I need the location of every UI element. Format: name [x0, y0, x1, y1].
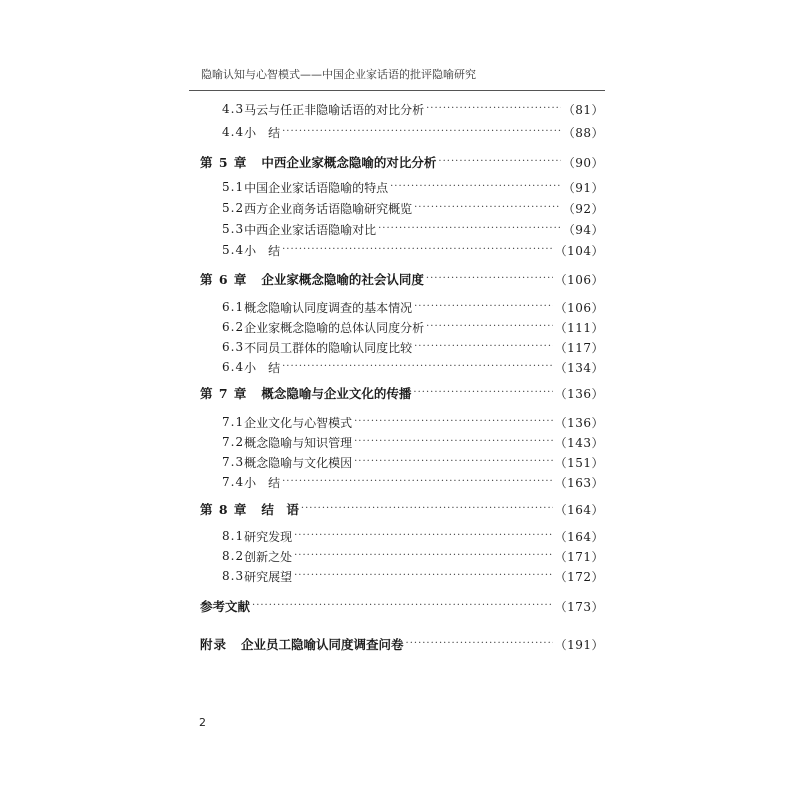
entry-title: 小 结	[244, 125, 281, 140]
header-rule	[189, 90, 605, 91]
toc-section-entry	[200, 318, 604, 336]
entry-title: 创新之处	[244, 549, 293, 564]
entry-title: 概念隐喻与知识管理	[244, 435, 353, 450]
entry-title: 参考文献	[200, 599, 251, 614]
entry-page-number: （191）	[554, 637, 604, 652]
entry-number: 第 7 章	[200, 386, 248, 401]
entry-page-number: （136）	[554, 386, 604, 401]
dot-leader	[426, 272, 553, 286]
dot-leader	[252, 599, 553, 613]
dot-leader	[294, 529, 552, 543]
running-header: 隐喻认知与心智模式——中国企业家话语的批评隐喻研究	[201, 68, 476, 81]
entry-page-number: （164）	[554, 502, 604, 517]
entry-title: 西方企业商务话语隐喻研究概览	[244, 201, 413, 216]
entry-title: 企业文化与心智模式	[244, 415, 353, 430]
page-number: 2	[199, 716, 206, 729]
toc-section-entry	[200, 527, 604, 545]
entry-number: 第 5 章	[200, 155, 248, 170]
entry-page-number: （172）	[554, 569, 604, 584]
dot-leader	[426, 320, 552, 334]
entry-number: 5.4	[222, 243, 245, 257]
toc-chapter-entry	[200, 153, 604, 171]
entry-number: 4.4	[222, 125, 245, 139]
entry-page-number: （81）	[562, 102, 604, 117]
dot-leader	[414, 300, 552, 314]
dot-leader	[426, 102, 561, 116]
entry-title: 研究发现	[244, 529, 293, 544]
entry-page-number: （117）	[554, 340, 604, 355]
entry-page-number: （88）	[562, 125, 604, 140]
toc-chapter-entry	[200, 597, 604, 615]
entry-title: 中西企业家话语隐喻对比	[244, 222, 377, 237]
toc-section-entry	[200, 547, 604, 565]
toc-section-entry	[200, 433, 604, 451]
entry-number: 6.3	[222, 340, 245, 354]
toc-section-entry	[200, 241, 604, 259]
entry-number: 8.3	[222, 569, 245, 583]
toc-section-entry	[200, 358, 604, 376]
entry-number: 7.3	[222, 455, 245, 469]
entry-page-number: （106）	[554, 272, 604, 287]
entry-number: 5.1	[222, 180, 245, 194]
toc-section-entry	[200, 100, 604, 118]
entry-number: 7.4	[222, 475, 245, 489]
entry-title: 中国企业家话语隐喻的特点	[244, 180, 389, 195]
toc-section-entry	[200, 220, 604, 238]
entry-title: 企业员工隐喻认同度调查问卷	[241, 637, 404, 652]
entry-number: 第 8 章	[200, 502, 248, 517]
entry-page-number: （164）	[554, 529, 604, 544]
entry-number: 第 6 章	[200, 272, 248, 287]
entry-title: 企业家概念隐喻的总体认同度分析	[244, 320, 425, 335]
entry-title: 小 结	[244, 475, 281, 490]
toc-section-entry	[200, 199, 604, 217]
entry-page-number: （90）	[562, 155, 604, 170]
entry-title: 企业家概念隐喻的社会认同度	[261, 272, 424, 287]
entry-page-number: （91）	[562, 180, 604, 195]
entry-page-number: （173）	[554, 599, 604, 614]
dot-leader	[438, 155, 560, 169]
entry-page-number: （143）	[554, 435, 604, 450]
entry-number: 8.1	[222, 529, 245, 543]
entry-page-number: （136）	[554, 415, 604, 430]
dot-leader	[378, 222, 561, 236]
toc-chapter-entry	[200, 384, 604, 402]
toc-chapter-entry	[200, 635, 604, 653]
entry-number: 5.3	[222, 222, 245, 236]
entry-number: 7.2	[222, 435, 245, 449]
entry-title: 概念隐喻认同度调查的基本情况	[244, 300, 413, 315]
entry-title: 不同员工群体的隐喻认同度比较	[244, 340, 413, 355]
entry-page-number: （171）	[554, 549, 604, 564]
entry-page-number: （104）	[554, 243, 604, 258]
toc-chapter-entry	[200, 500, 604, 518]
entry-number: 4.3	[222, 102, 245, 116]
dot-leader	[282, 125, 561, 139]
entry-page-number: （94）	[562, 222, 604, 237]
toc-section-entry	[200, 178, 604, 196]
dot-leader	[406, 637, 553, 651]
toc-section-entry	[200, 453, 604, 471]
toc-section-entry	[200, 338, 604, 356]
dot-leader	[354, 415, 552, 429]
entry-page-number: （151）	[554, 455, 604, 470]
entry-number: 附录	[200, 637, 228, 652]
toc-section-entry	[200, 413, 604, 431]
entry-title: 结 语	[261, 502, 299, 517]
toc-section-entry	[200, 298, 604, 316]
entry-number: 6.4	[222, 360, 245, 374]
entry-title: 小 结	[244, 360, 281, 375]
entry-number: 6.2	[222, 320, 245, 334]
toc-section-entry	[200, 473, 604, 491]
entry-number: 7.1	[222, 415, 245, 429]
entry-page-number: （92）	[562, 201, 604, 216]
dot-leader	[294, 549, 552, 563]
dot-leader	[294, 569, 552, 583]
dot-leader	[413, 386, 552, 400]
dot-leader	[282, 243, 552, 257]
dot-leader	[354, 455, 552, 469]
dot-leader	[414, 201, 561, 215]
entry-title: 概念隐喻与文化模因	[244, 455, 353, 470]
dot-leader	[390, 180, 561, 194]
toc-chapter-entry	[200, 270, 604, 288]
entry-title: 研究展望	[244, 569, 293, 584]
entry-page-number: （134）	[554, 360, 604, 375]
entry-title: 概念隐喻与企业文化的传播	[261, 386, 412, 401]
entry-page-number: （163）	[554, 475, 604, 490]
entry-page-number: （111）	[554, 320, 604, 335]
entry-page-number: （106）	[554, 300, 604, 315]
toc-section-entry	[200, 123, 604, 141]
dot-leader	[414, 340, 552, 354]
entry-number: 5.2	[222, 201, 245, 215]
dot-leader	[282, 475, 552, 489]
dot-leader	[301, 502, 553, 516]
toc-section-entry	[200, 567, 604, 585]
dot-leader	[282, 360, 552, 374]
entry-number: 6.1	[222, 300, 245, 314]
entry-title: 小 结	[244, 243, 281, 258]
entry-title: 中西企业家概念隐喻的对比分析	[261, 155, 437, 170]
entry-title: 马云与任正非隐喻话语的对比分析	[244, 102, 425, 117]
dot-leader	[354, 435, 552, 449]
entry-number: 8.2	[222, 549, 245, 563]
